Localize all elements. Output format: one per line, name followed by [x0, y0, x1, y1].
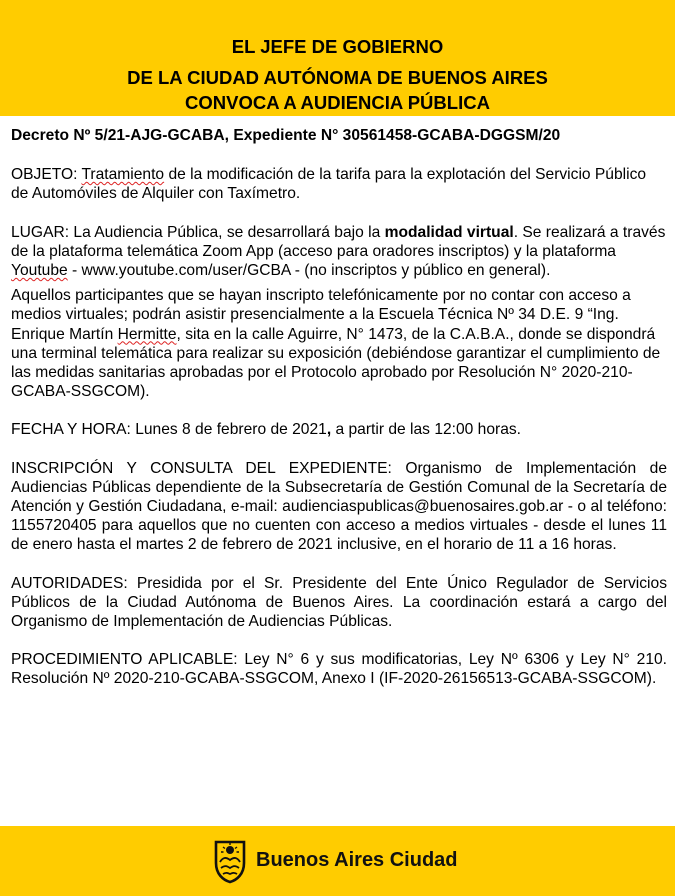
lugar-text-3: - www.youtube.com/user/GCBA - (no inscriptos y público en general).: [67, 262, 551, 280]
header-title-line-2: DE LA CIUDAD AUTÓNOMA DE BUENOS AIRES: [127, 67, 548, 88]
lugar-paragraph: [11, 223, 667, 281]
presencial-text-2: , sita en la calle Aguirre, N° 1473, de la C.A.B.A., donde se dispondrá una terminal telemática para realizar su exposición (debiéndose garantizar el cumplimiento de las medidas sanitarias aprobadas por el Protocolo aprobado por Resolución N° 2020-210-GCABA-SSGCOM).: [11, 325, 661, 401]
procedimiento-paragraph: PROCEDIMIENTO APLICABLE: Ley N° 6 y sus modificatorias, Ley Nº 6306 y Ley N° 210. Resolución Nº 2020-210-GCABA-SSGCOM, Anexo I (IF-2020-26156513-GCABA-SSGCOM).: [11, 651, 667, 688]
header-title-line-1: EL JEFE DE GOBIERNO: [231, 36, 444, 57]
lugar-modalidad: modalidad virtual: [384, 223, 514, 241]
footer-banner: [0, 826, 675, 896]
lugar-text-1: LUGAR: La Audiencia Pública, se desarrollará bajo la: [11, 223, 385, 241]
city-crest-icon: [213, 838, 247, 884]
decree-line: Decreto Nº 5/21-AJG-GCABA, Expediente N° 30561458-GCABA-DGGSM/20: [11, 127, 561, 144]
objeto-paragraph: [11, 165, 667, 203]
lugar-text-2: . Se realizará a través de la plataforma telemática Zoom App (acceso para oradores inscriptos) y la plataforma: [11, 223, 666, 260]
footer-logo-text: Buenos Aires Ciudad: [256, 849, 458, 871]
presencial-name: Hermitte: [117, 325, 177, 343]
objeto-word: Tratamiento: [81, 166, 165, 184]
notice-body: [11, 126, 667, 708]
presencial-paragraph: [11, 286, 667, 401]
lugar-youtube: Youtube: [11, 262, 68, 280]
header-title-line-3: CONVOCA A AUDIENCIA PÚBLICA: [185, 92, 490, 113]
fecha-paragraph: [11, 420, 667, 439]
fecha-comma: ,: [326, 421, 332, 439]
inscripcion-paragraph: INSCRIPCIÓN Y CONSULTA DEL EXPEDIENTE: Organismo de Implementación de Audiencias Públicas dependiente de la Subsecretaría de Gestión Comunal de la Secretaría de Atención y Gestión Ciudadana, e-mail: audienciaspublicas@buenosaires.gob.ar - o al teléfono: 1155720405 para aquellos que no cuenten con acceso a medios virtuales - desde el lunes 11 de enero hasta el martes 2 de febrero de 2021 inclusive, en el horario de 11 a 16 horas.: [11, 459, 667, 554]
objeto-text: de la modificación de la tarifa para la explotación del Servicio Público de Automóviles de Alquiler con Taxímetro.: [11, 166, 647, 203]
header-banner: [0, 0, 675, 116]
objeto-label: OBJETO:: [11, 166, 82, 184]
fecha-text-2: a partir de las 12:00 horas.: [331, 421, 522, 439]
presencial-text-1: Aquellos participantes que se hayan inscripto telefónicamente por no contar con acceso a medios virtuales; podrán asistir presencialmente a la Escuela Técnica Nº 34 D.E. 9 “Ing. Enrique Martín: [11, 287, 631, 343]
autoridades-paragraph: AUTORIDADES: Presidida por el Sr. Presidente del Ente Único Regulador de Servicios Públicos de la Ciudad Autónoma de Buenos Aires. La coordinación estará a cargo del Organismo de Implementación de Audiencias Públicas.: [11, 574, 667, 631]
fecha-text-1: FECHA Y HORA: Lunes 8 de febrero de 2021: [11, 421, 327, 439]
